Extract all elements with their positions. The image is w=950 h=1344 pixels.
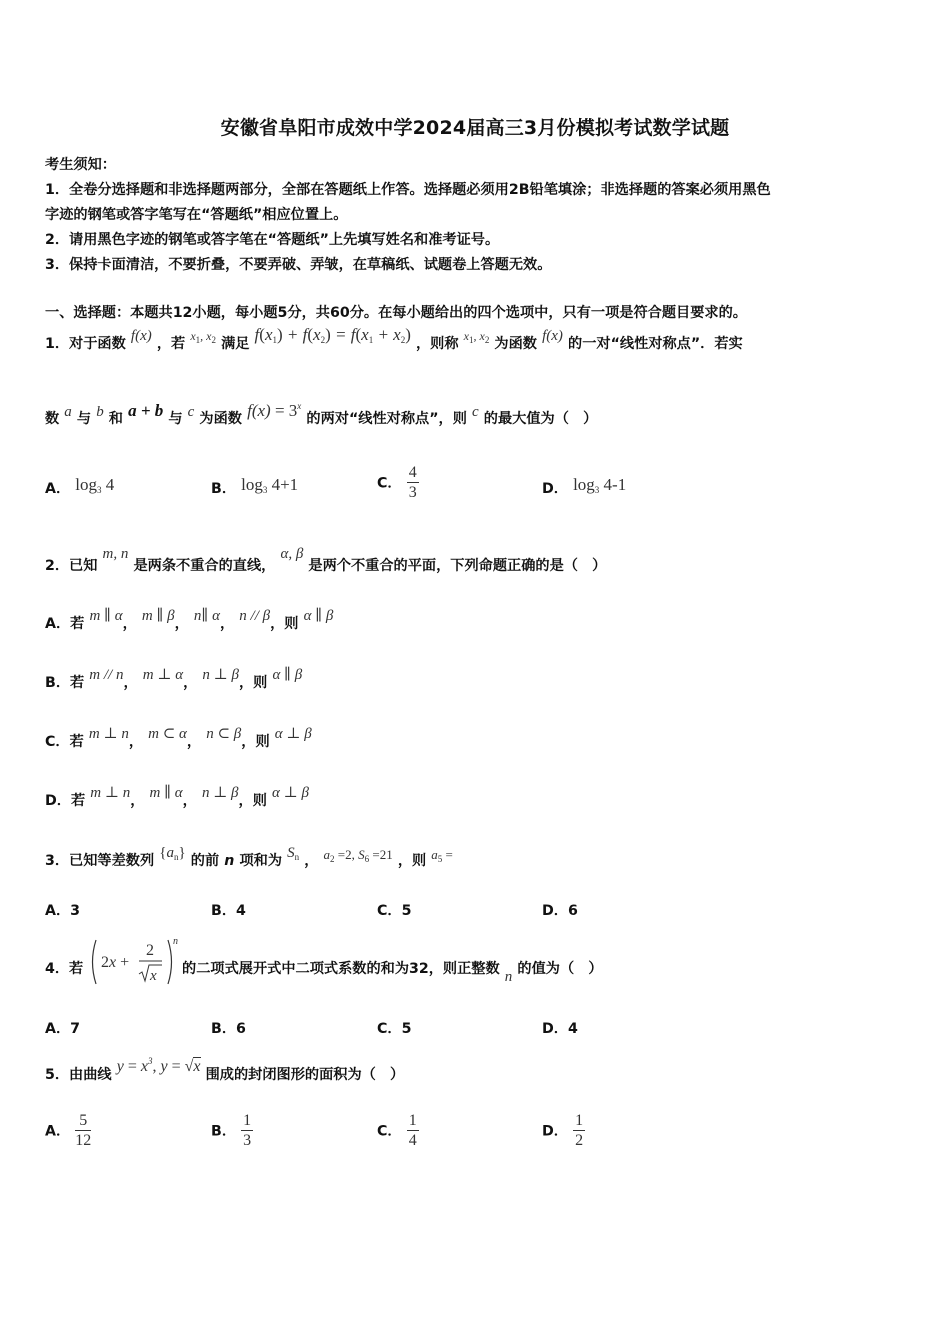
question-4-stem: 4．若 [45,961,84,977]
question-1-stem-line2: 数 a 与 b 和 a + b 与 c 为函数 f(x) = 3$^x$ 的两对“线性对称点”，则 c 的最大值为（ ） [45,401,598,427]
fraction-1-3: $\frac{1}{3}$ [243,1112,252,1149]
question-4-stem-tail: 的二项式展开式中二项式系数的和为32，则正整数 n 的值为（ ） [182,961,603,985]
formula-sn: $S_n$ [287,845,300,862]
notice-item-2: 2．请用黑色字迹的钢笔或答字笔在“答题纸”上先填写姓名和准考证号。 [45,232,500,248]
fraction-4-3: $\frac{4}{3}$ [408,464,417,501]
question-5-option-c[interactable]: C． $\frac{1}{4}$ [377,1112,417,1149]
formula-linear-condition: $f(x_1) + f(x_2) = f(x_1 + x_2)$ [254,325,411,345]
formula-m-n: m, n [102,546,129,562]
formula-b: b [96,404,104,420]
formula-c-b: c [472,404,479,420]
svg-text:x: x [150,968,157,984]
question-3-option-d[interactable]: D．6 [542,903,578,919]
question-2-option-a[interactable]: A．若 m ∥ α， m ∥ β， n∥ α， n // β，则 α ∥ β [45,608,334,632]
question-2-stem: 2．已知 m, n 是两条不重合的直线， α, β 是两个不重合的平面，下列命题正确的是（ ） [45,546,607,574]
question-5-option-d[interactable]: D． $\frac{1}{2}$ [542,1112,584,1149]
formula-x1-x2-b: x1, x2 [463,329,490,345]
binomial-expression [88,934,180,990]
question-4-option-c[interactable]: C．5 [377,1021,412,1037]
svg-text:2: 2 [146,942,154,959]
question-1-option-c[interactable]: C． $\frac{4}{3}$ [377,464,417,501]
formula-a-plus-b: a + b [128,401,164,420]
fraction-5-12: $\frac{5}{12}$ [75,1112,92,1149]
formula-f-x-b: f(x) [542,328,563,344]
formula-f-x-eq-3x: f(x) = 3$^x$ [247,401,302,420]
question-5-option-b[interactable]: B． $\frac{1}{3}$ [211,1112,252,1149]
question-4-option-d[interactable]: D．4 [542,1021,578,1037]
question-3-option-a[interactable]: A．3 [45,903,81,919]
formula-binomial [88,934,180,994]
formula-f-x: f(x) [130,328,152,344]
notice-heading: 考生须知： [45,157,116,173]
question-1-stem: 1．对于函数 f(x) ，若 $^{x_1, x_2}$ 满足 $f(x_1) + f(x_2) = f(x_1 + x_2)$ ，则称 $^{x_1, x_2}$ 为函数 f(x) 的一对“线性对称点”．若实 [45,325,743,352]
notice-item-1-line1: 1．全卷分选择题和非选择题两部分，全部在答题纸上作答。选择题必须用2B铅笔填涂；非选择题的答案必须用黑色 [45,182,771,198]
question-1-option-a[interactable]: A． $\log_3 4$ [45,475,115,497]
question-4-option-a[interactable]: A．7 [45,1021,81,1037]
svg-text:n: n [173,936,178,947]
formula-a: a [64,404,72,420]
question-5-stem: 5．由曲线 $y = x^3$, y = √x 围成的封闭图形的面积为（ ） [45,1056,405,1083]
question-1-option-d[interactable]: D． $\log_3 4-1$ [542,475,627,497]
page-title: 安徽省阜阳市成效中学2024届高三3月份模拟考试数学试题 [220,117,730,139]
formula-n: n [504,969,513,985]
question-5-option-a[interactable]: A． $\frac{5}{12}$ [45,1112,92,1149]
question-4-option-b[interactable]: B．6 [211,1021,246,1037]
formula-x1-x2: x1, x2 [190,329,216,345]
formula-a2-s6: a2 =2, S6 =21 [323,847,393,864]
formula-a5: a5 = [431,847,453,864]
question-2-option-d[interactable]: D．若 m ⊥ n， m ∥ α， n ⊥ β，则 α ⊥ β [45,785,309,809]
notice-item-1-line2: 字迹的钢笔或答字笔写在“答题纸”相应位置上。 [45,207,348,223]
section-heading: 一、选择题：本题共12小题，每小题5分，共60分。在每小题给出的四个选项中，只有一项是符合题目要求的。 [45,305,747,321]
fraction-1-4: $\frac{1}{4}$ [408,1112,417,1149]
question-3-option-b[interactable]: B．4 [211,903,246,919]
question-2-option-b[interactable]: B．若 m // n， m ⊥ α， n ⊥ β，则 α ∥ β [45,667,303,691]
svg-text:2x +: 2x + [101,954,130,971]
formula-curves: $y = x^3$, y = √x [116,1056,201,1075]
question-3-stem: 3．已知等差数列 $\{a_n\}$ 的前 n 项和为 $S_n$ ， $^{a_2 =2, S_6 =21}$ ，则 $^{a_5 =}$ [45,845,453,869]
fraction-1-2: $\frac{1}{2}$ [575,1112,584,1149]
formula-alpha-beta: α, β [280,546,304,562]
formula-c: c [187,404,195,420]
question-3-option-c[interactable]: C．5 [377,903,412,919]
question-1-option-b[interactable]: B． $\log_3 4+1$ [211,475,299,497]
notice-item-3: 3．保持卡面清洁，不要折叠，不要弄破、弄皱，在草稿纸、试题卷上答题无效。 [45,257,552,273]
question-2-option-c[interactable]: C．若 m ⊥ n， m ⊂ α， n ⊂ β，则 α ⊥ β [45,726,312,750]
formula-an: $\{a_n\}$ [159,845,186,862]
